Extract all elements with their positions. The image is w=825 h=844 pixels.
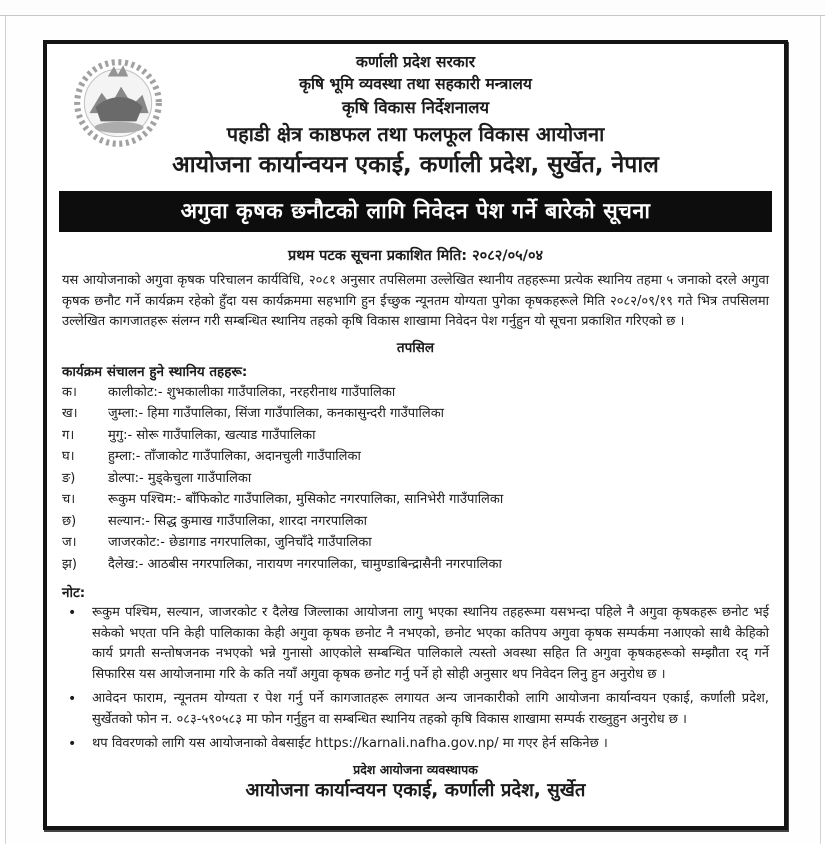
note-item	[62, 734, 769, 755]
list-item-label: च।	[62, 492, 76, 507]
list-item	[62, 511, 769, 533]
list-item	[62, 446, 769, 468]
list-item	[62, 425, 769, 447]
note-heading: नोट:	[62, 585, 86, 601]
note-text: थप विवरणको लागि यस आयोजनाको वेबसाईट https://karnali.nafha.gov.np/ मा गएर हेर्न सकिनेछ ।	[92, 736, 608, 751]
list-item	[62, 489, 769, 511]
list-item-label: घ।	[62, 449, 75, 464]
list-item	[62, 468, 769, 490]
list-item-text: जुम्ला:- हिमा गाउँपालिका, सिंजा गाउँपालिका, कनकासुन्दरी गाउँपालिका	[108, 406, 445, 421]
bullet-icon: •	[68, 691, 77, 707]
notice-title-banner: अगुवा कृषक छनौटको लागि निवेदन पेश गर्ने बारेको सूचना	[59, 191, 772, 232]
org-directorate-name: कृषि विकास निर्देशनालय	[341, 98, 490, 117]
document-footer	[47, 761, 784, 804]
footer-designation: प्रदेश आयोजना व्यवस्थापक	[353, 761, 478, 777]
org-unit-name: आयोजना कार्यान्वयन एकाई, कर्णाली प्रदेश, सुर्खेत, नेपाल	[172, 152, 659, 178]
nepal-government-emblem-icon	[67, 54, 169, 156]
list-item-text: हुम्ला:- ताँजाकोट गाउँपालिका, अदानचुली गाउँपालिका	[108, 449, 361, 464]
note-item	[62, 603, 769, 685]
list-item	[62, 554, 769, 576]
list-item-label: क।	[62, 384, 77, 400]
local-levels-heading: कार्यक्रम संचालन हुने स्थानिय तहहरू:	[62, 363, 248, 380]
list-item-text: दैलेख:- आठबीस नगरपालिका, नारायण नगरपालिका, चामुण्डाबिन्द्रासैनी नगरपालिका	[108, 556, 502, 572]
list-item-text: सल्यान:- सिद्ध कुमाख गाउँपालिका, शारदा नगरपालिका	[108, 513, 368, 529]
bullet-icon: •	[68, 605, 77, 621]
scanned-page-frame	[5, 16, 821, 844]
footer-office-name: आयोजना कार्यान्वयन एकाई, कर्णाली प्रदेश, सुर्खेत	[245, 779, 586, 801]
note-text: रूकुम पश्चिम, सल्यान, जाजरकोट र दैलेख जिल्लाका आयोजना लागु भएका स्थानिय तहहरूमा यसभन्दा पहिले नै अगुवा कृषकहरू छनोट भई सकेको भएता पनि केही पालिकाका केही अगुवा कृषक छनोट नै नभएको, छनोट भएका कतिपय अगुवा कृषक सम्पर्कमा नआएको साथै केहिको कार्य प्रगती सन्तोषजनक नभएको भन्ने गुनासो आएकोले सम्बन्धित पालिकाले त्यस्तो अवस्था सहित ति अगुवा कृषकहरूको सम्झौता रद् गर्ने सिफारिस यस आयोजनामा गरि के कति नयाँ अगुवा कृषक छनोट गर्नु पर्ने हो सोही अनुसार थप निवेदन लिनु हुन अनुरोध छ ।	[92, 605, 769, 682]
list-item-text: डोल्पा:- मुड्केचुला गाउँपालिका	[108, 470, 252, 486]
list-item	[62, 403, 769, 425]
list-item-label: ज।	[62, 535, 77, 550]
list-item-label: छ)	[62, 513, 77, 529]
local-levels-list	[62, 382, 769, 576]
browser-top-strip	[0, 0, 825, 16]
org-government-name: कर्णाली प्रदेश सरकार	[355, 53, 476, 71]
list-item-label: झ)	[62, 556, 77, 572]
note-text: आवेदन फाराम, न्यूनतम योग्यता र पेश गर्नु पर्ने कागजातहरू लगायत अन्य जानकारीको लागि आयोजना कार्यान्वयन एकाई, कर्णाली प्रदेश, सुर्खेतको फोन न. ०८३-५९०५८३ मा फोन गर्नुहुन वा सम्बन्धित स्थानिय तहको कृषि विकास शाखामा सम्पर्क राख्नुहुन अनुरोध छ ।	[92, 691, 769, 727]
list-item-text: कालीकोट:- शुभकालीका गाउँपालिका, नरहरीनाथ गाउँपालिका	[108, 384, 396, 400]
org-ministry-name: कृषि भूमि व्यवस्था तथा सहकारी मन्त्रालय	[299, 75, 532, 93]
note-item	[62, 689, 769, 730]
org-project-name: पहाडी क्षेत्र काष्ठफल तथा फलफूल विकास आयोजना	[226, 122, 605, 146]
list-item-label: ग।	[62, 427, 75, 443]
list-item	[62, 532, 769, 554]
published-date-line: प्रथम पटक सूचना प्रकाशित मिति: २०८२/०५/०४	[287, 248, 544, 264]
document-header	[47, 44, 784, 182]
tapasil-heading: तपसिल	[396, 339, 435, 356]
bullet-icon: •	[68, 736, 77, 752]
list-item-text: मुगु:- सोरू गाउँपालिका, खत्याड गाउँपालिका	[108, 427, 316, 443]
list-item-label: ङ)	[62, 470, 76, 486]
list-item-text: जाजरकोट:- छेडागाड नगरपालिका, जुनिचाँदे गाउँपालिका	[108, 535, 372, 550]
list-item	[62, 382, 769, 404]
notice-document	[43, 40, 788, 830]
notes-list	[62, 603, 769, 755]
list-item-text: रूकुम पश्चिम:- बाँफिकोट गाउँपालिका, मुसिकोट नगरपालिका, सानिभेरी गाउँपालिका	[108, 492, 504, 507]
list-item-label: ख।	[62, 406, 78, 421]
notice-body-paragraph: यस आयोजनाको अगुवा कृषक परिचालन कार्यविधि, २०८१ अनुसार तपसिलमा उल्लेखित स्थानीय तहहरूमा प्रत्येक स्थानिय तहमा ५ जनाको दरले अगुवा कृषक छनौट गर्ने कार्यक्रम रहेको हुँदा यस कार्यक्रममा सहभागि हुन ईच्छुक न्यूनतम योग्यता पुगेका कृषकहरूले मिति २०८२/०९/१९ गते भित्र तपसिलमा उल्लेखित कागजातहरू संलग्न गरी सम्बन्धित स्थानिय तहको कृषि विकास शाखामा निवेदन पेश गर्नुहुन यो सूचना प्रकाशित गरिएको छ ।	[62, 273, 769, 329]
